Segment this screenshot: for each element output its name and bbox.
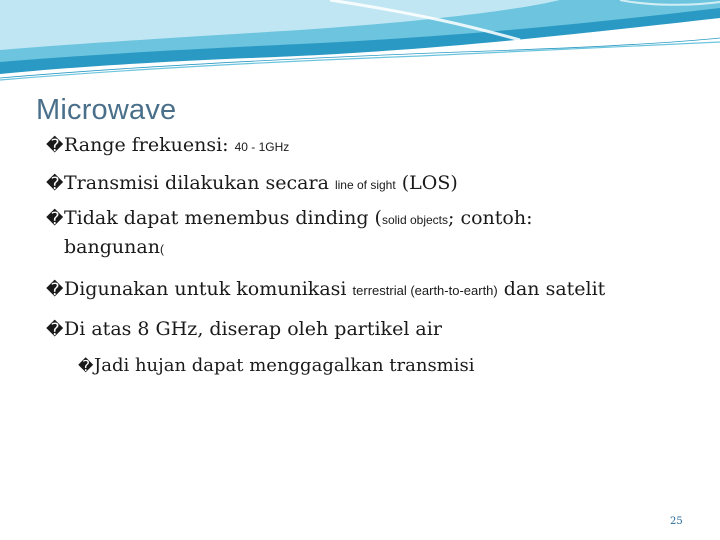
sub-bullet-marker: � [78, 357, 94, 375]
bullet-di-atas-8ghz [46, 314, 696, 345]
bullet-text: Tidak dapat menembus dinding ( [64, 207, 382, 229]
page-number: 25 [670, 516, 683, 527]
continuation-text: bangunan [64, 236, 160, 258]
bullet-marker: � [46, 209, 64, 229]
bullet-small-text: line of sight [334, 178, 396, 192]
bullet-small-text: solid objects [381, 213, 449, 227]
bullet-range-frekuensi [46, 130, 696, 162]
bullet-text: Range frekuensi: [64, 134, 229, 156]
bullet-text: Digunakan untuk komunikasi [64, 278, 347, 300]
bullet-transmisi [46, 168, 696, 200]
header-wave-decoration [0, 0, 720, 100]
bullet-marker: � [46, 174, 64, 194]
bullet-marker: � [46, 136, 64, 156]
bullet-marker: � [46, 320, 64, 340]
bullet-text: Transmisi dilakukan secara [64, 172, 329, 194]
bullet-text-after: dan satelit [503, 278, 606, 300]
continuation-small-text: ( [159, 242, 164, 256]
slide-title: Microwave [36, 94, 177, 126]
bullet-marker: � [46, 280, 64, 300]
sub-bullet-jadi-hujan [78, 352, 475, 380]
bullet-small-text: terrestrial (earth-to-earth) [352, 283, 498, 298]
sub-bullet-text: Jadi hujan dapat menggagalkan transmisi [94, 355, 475, 376]
bullet-text-after: (LOS) [401, 172, 458, 194]
bullet-continuation [64, 232, 164, 264]
bullet-small-text: 40 - 1GHz [234, 140, 290, 154]
bullet-text: Di atas 8 GHz, diserap oleh partikel air [64, 318, 442, 340]
bullet-tidak-dapat-menembus [46, 203, 696, 235]
bullet-text-after: ; contoh: [448, 207, 533, 229]
bullet-digunakan [46, 274, 696, 306]
